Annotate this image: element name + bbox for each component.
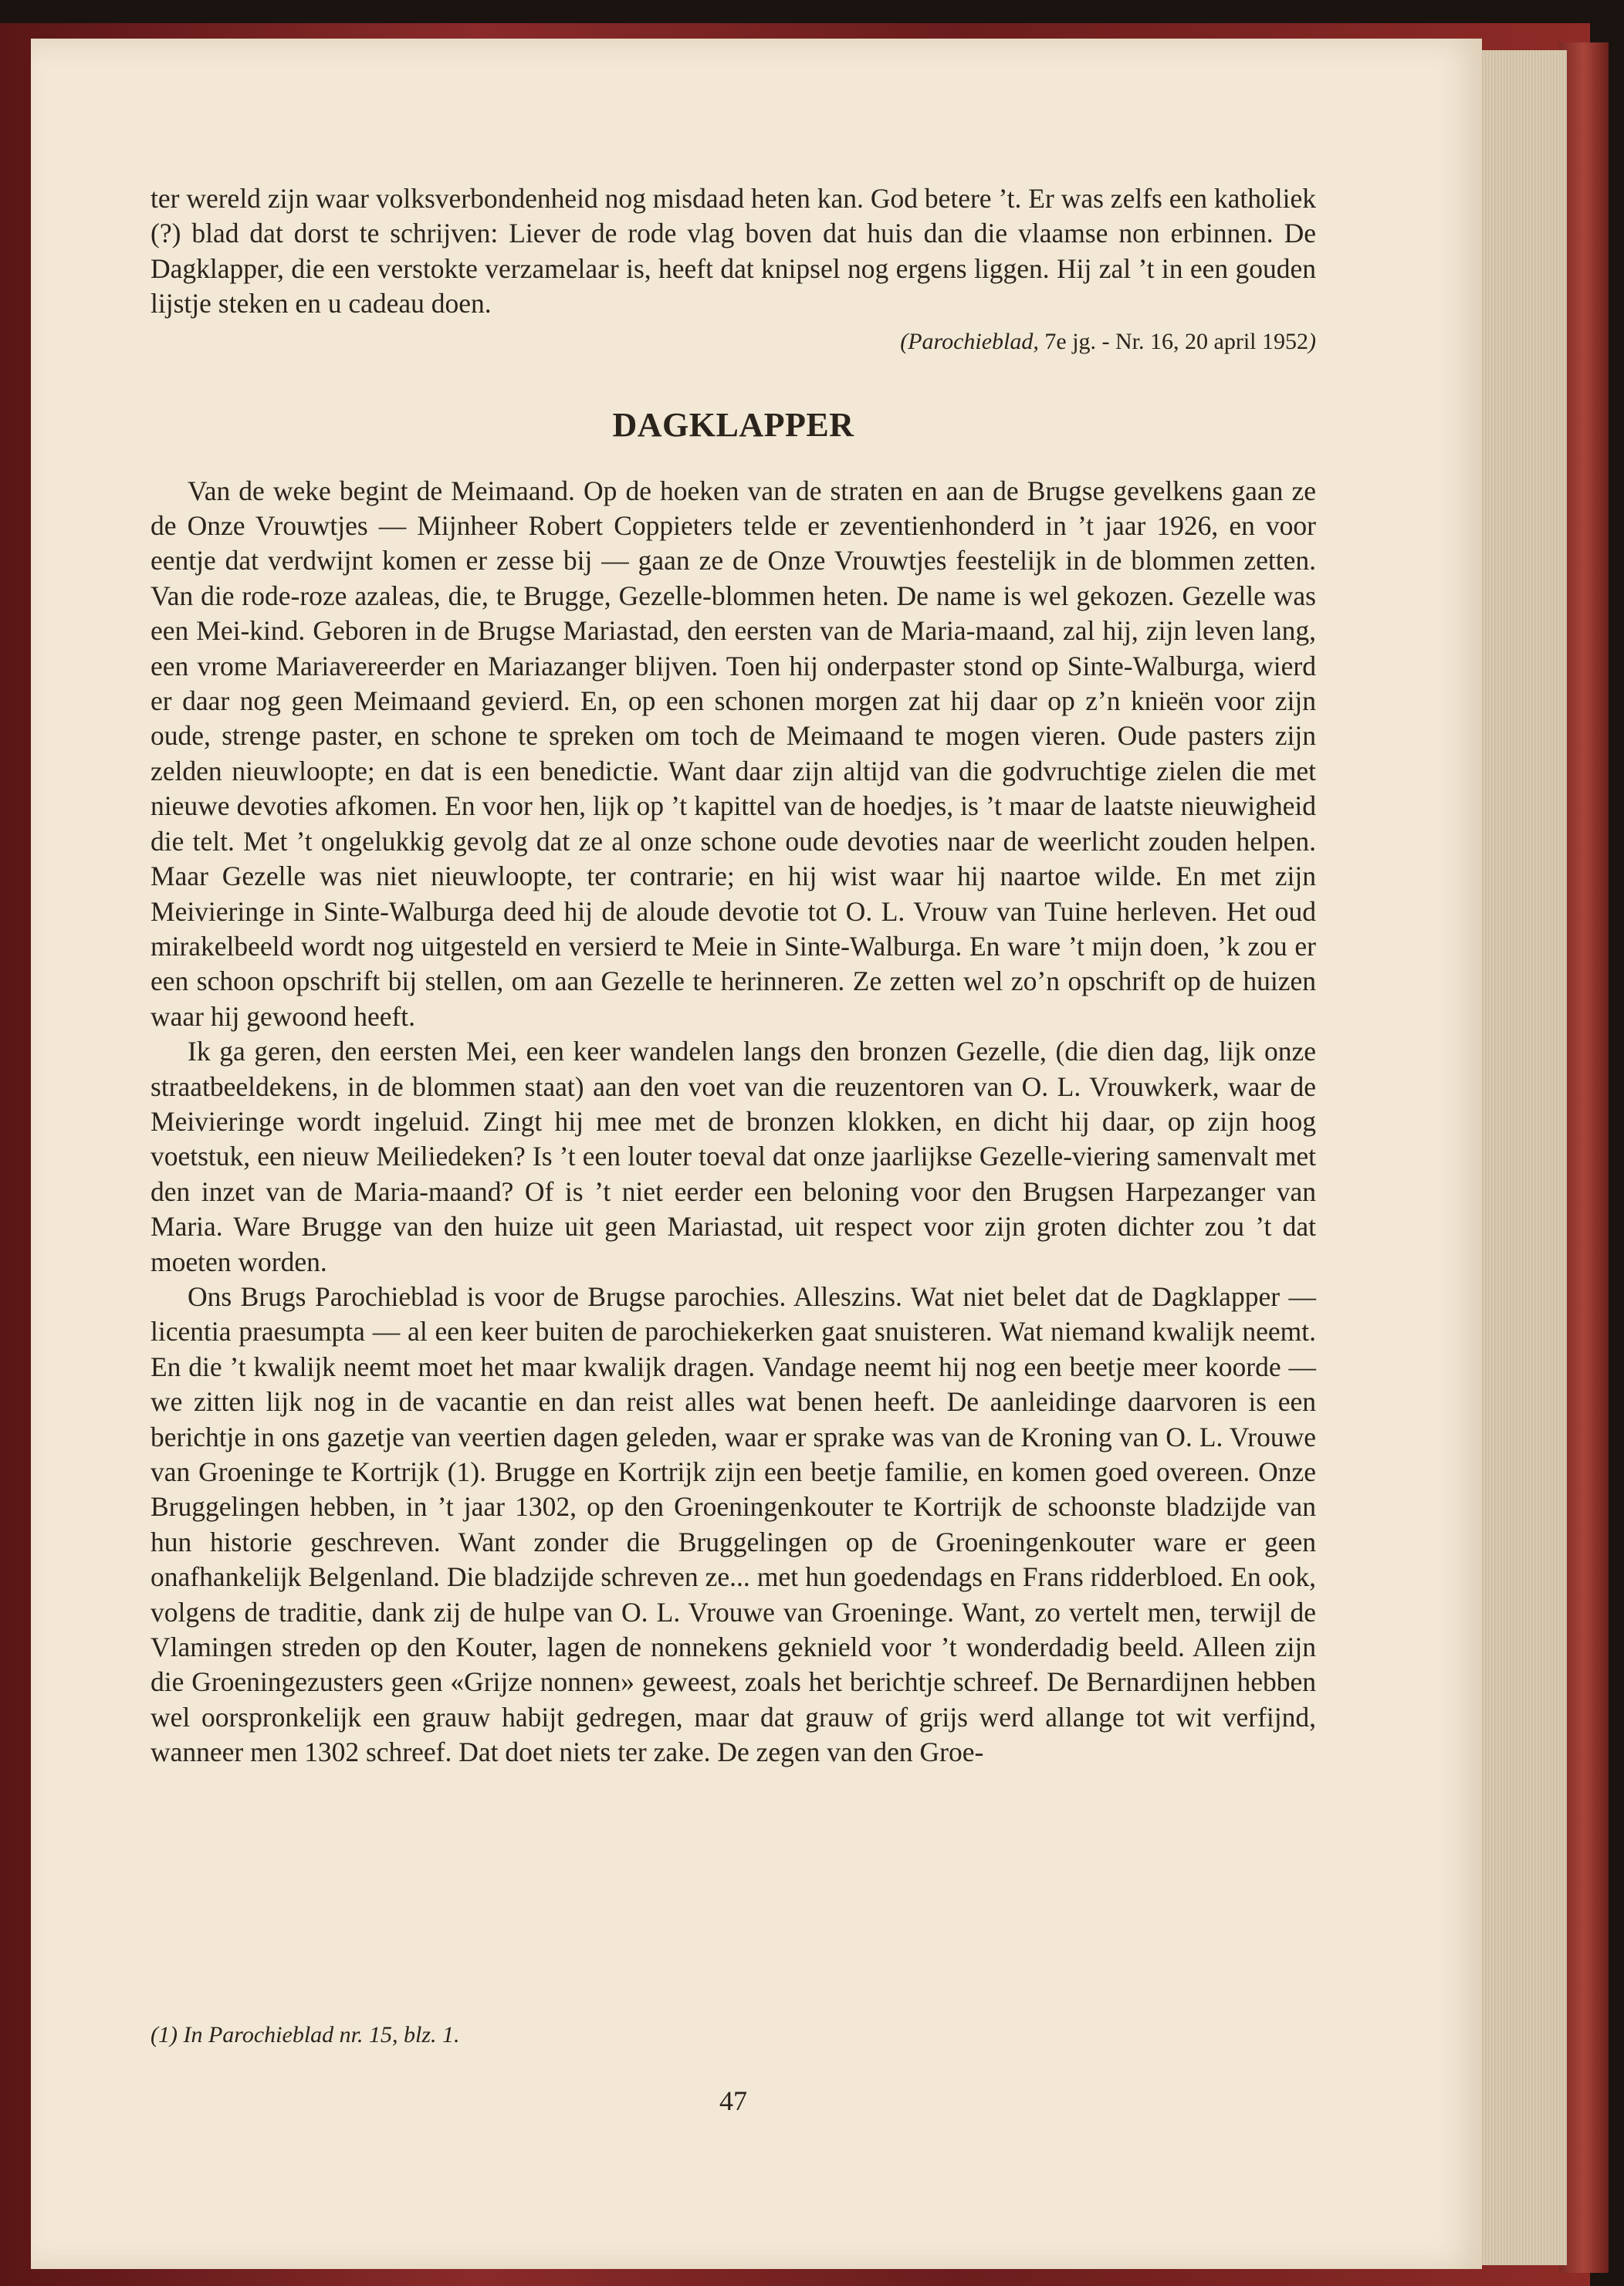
page-content (151, 181, 1316, 2116)
article-heading: DAGKLAPPER (612, 405, 854, 444)
source-citation (151, 326, 1316, 357)
source-open: ( (900, 328, 908, 354)
body-paragraph-1: Van de weke begint de Meimaand. Op de hoeken van de straten en aan de Brugse gevelkens gaan ze de Onze Vrouwtjes — Mijnheer Robert Coppieters telde er zeventienhonderd in ’t jaar 1926, en voor eentje dat verdwijnt komen er zesse bij — gaan ze de Onze Vrouwtjes feestelijk in de blommen zetten. Van die rode-roze azaleas, die, te Brugge, Gezelle-blommen heten. De name is wel gekozen. Gezelle was een Mei-kind. Geboren in de Brugse Mariastad, den eersten van de Maria-maand, zal hij, zijn leven lang, een vrome Mariavereerder en Mariazanger blijven. Toen hij onderpaster stond op Sinte-Walburga, wierd er daar nog geen Meimaand gevierd. En, op een schonen morgen zat hij daar op z’n knieën voor zijn oude, strenge paster, en schone te spreken om toch de Meimaand te mogen vieren. Oude pasters zijn zelden nieuwloopte; en dat is een benedictie. Want daar zijn altijd van die godvruchtige zielen die met nieuwe devoties afkomen. En voor hen, lijk op ’t kapittel van de hoedjes, is ’t maar de laatste nieuwigheid die telt. Met ’t ongelukkig gevolg dat ze al onze schone oude devoties naar de weerlicht zouden helpen. Maar Gezelle was niet nieuwloopte, ter contrarie; en hij wist waar hij naartoe wilde. En met zijn Meivieringe in Sinte-Walburga deed hij de aloude devotie tot O. L. Vrouw van Tuine herleven. Het oud mirakelbeeld wordt nog uitgesteld en versierd te Meie in Sinte-Walburga. En ware ’t mijn doen, ’k zou er een schoon opschrift bij stellen, om aan Gezelle te herinneren. Ze zetten wel zo’n opschrift op de huizen waar hij gewoond heeft. (151, 475, 1316, 1032)
footnote: (1) In Parochieblad nr. 15, blz. 1. (151, 2022, 460, 2048)
body-paragraph-3: Ons Brugs Parochieblad is voor de Brugse parochies. Alleszins. Wat niet belet dat de Dagklapper — licentia praesumpta — al een keer buiten de parochiekerken gaat snuisteren. Wat niemand kwalijk neemt. En die ’t kwalijk neemt moet het maar kwalijk dragen. Vandage neemt hij nog een beetje meer koorde — we zitten lijk nog in de vacantie en dan reist alles wat benen heeft. De aanleidinge daarvoren is een berichtje in ons gazetje van veertien dagen geleden, waar er sprake was van de Kroning van O. L. Vrouwe van Groeninge te Kortrijk (1). Brugge en Kortrijk zijn een beetje familie, en komen goed overeen. Onze Bruggelingen hebben, in ’t jaar 1302, op den Groeningenkouter te Kortrijk de schoonste bladzijde van hun historie geschreven. Want zonder die Bruggelingen op de Groeningenkouter ware er geen onafhankelijk Belgenland. Die bladzijde schreven ze... met hun goedendags en Frans ridderbloed. En ook, volgens de traditie, dank zij de hulpe van O. L. Vrouwe van Groeninge. Want, zo vertelt men, terwijl de Vlamingen streden op den Kouter, lagen de nonnekens geknield voor ’t wonderdadig beeld. Alleen zijn die Groeningezusters geen «Grijze nonnen» geweest, zoals het berichtje schreef. De Bernardijnen hebben wel oorspronkelijk een grauw habijt gedregen, maar dat grauw of grijs werd allange tot wit verfijnd, wanneer men 1302 schreef. Dat doet niets ter zake. De zegen van den Groe- (151, 1280, 1316, 1768)
source-publication: Parochieblad, (908, 328, 1039, 354)
book-page (31, 39, 1482, 2269)
page-number: 47 (719, 2085, 747, 2116)
source-details: 7e jg. - Nr. 16, 20 april 1952 (1038, 328, 1308, 354)
intro-paragraph: ter wereld zijn waar volksverbondenheid nog misdaad heten kan. God betere ’t. Er was zelfs een katholiek (?) blad dat dorst te schrijven: Liever de rode vlag boven dat huis dan die vlaamse non erbinnen. De Dagklapper, die een verstokte verzamelaar is, heeft dat knipsel nog ergens liggen. Hij zal ’t in een gouden lijstje steken en u cadeau doen. (151, 183, 1316, 320)
body-paragraph-2: Ik ga geren, den eersten Mei, een keer wandelen langs den bronzen Gezelle, (die dien dag, lijk onze straatbeeldekens, in de blommen staat) aan den voet van die reuzentoren van O. L. Vrouwkerk, waar de Meivieringe wordt ingeluid. Zingt hij mee met de bronzen klokken, en dicht hij daar, op zijn hoog voetstuk, een nieuw Meiliedeken? Is ’t een louter toeval dat onze jaarlijkse Gezelle-viering samenvalt met den inzet van de Maria-maand? Of is ’t niet eerder een beloning voor den Brugsen Harpezanger van Maria. Ware Brugge van den huize uit geen Mariastad, uit respect voor zijn groten dichter zou ’t dat moeten worden. (151, 1036, 1316, 1277)
source-close: ) (1308, 328, 1316, 354)
